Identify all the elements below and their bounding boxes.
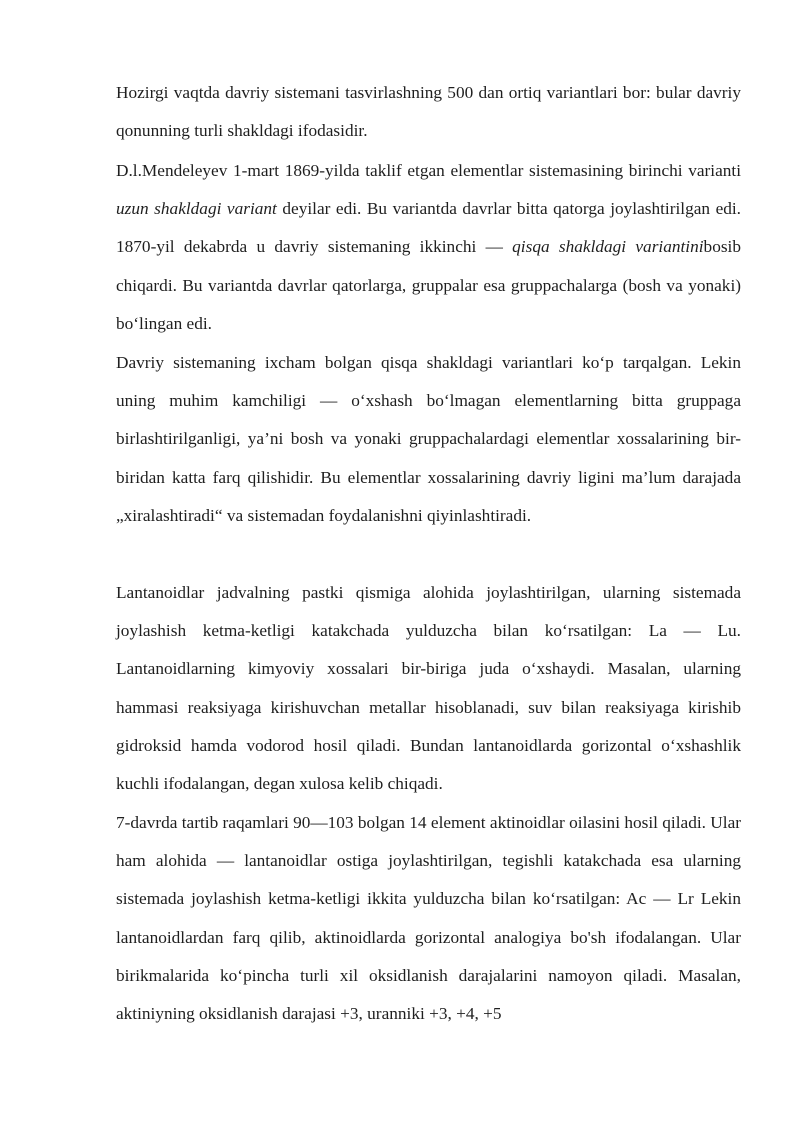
paragraph-5: 7-davrda tartib raqamlari 90—103 bolgan 14 element aktinoidlar oilasini hosil qiladi. Ular ham alohida — lantanoidlar ostiga joylashtirilgan, tegishli katakchada esa ularning sistemada joylashish ketma-ketligi ikkita yulduzcha bilan ko‘rsatilgan: Ac — Lr Lekin lantanoidlardan farq qilib, aktinoidlarda gorizontal analogiya bo'sh ifodalangan. Ular birikmalarida ko‘pincha turli xil oksidlanish darajalarini namoyon qiladi. Masalan, aktiniyning oksidlanish darajasi +3, uranniki +3, +4, +5 <box>116 813 741 1024</box>
paragraph-2-text-a: D.l.Mendeleyev 1-mart 1869-yilda taklif etgan elementlar sistemasining birinchi varianti <box>116 161 741 180</box>
paragraph-4: Lantanoidlar jadvalning pastki qismiga alohida joylashtirilgan, ularning sistemada joylashish ketma-ketligi katakchada yulduzcha bilan ko‘rsatilgan: La — Lu. Lantanoidlarning kimyoviy xossalari bir-biriga juda o‘xshaydi. Masalan, ularning hammasi reaksiyaga kirishuvchan metallar hisoblanadi, suv bilan reaksiyaga kirishib gidroksid hamda vodorod hosil qiladi. Bundan lantanoidlarda gorizontal o‘xshashlik kuchli ifodalangan, degan xulosa kelib chiqadi. <box>116 583 741 794</box>
paragraph-2-italic-a: uzun shakldagi variant <box>116 199 277 219</box>
paragraph-1: Hozirgi vaqtda davriy sistemani tasvirlashning 500 dan ortiq variantlari bor: bular davriy qonunning turli shakldagi ifodasidir. <box>116 83 741 141</box>
paragraph-3: Davriy sistemaning ixcham bolgan qisqa shakldagi variantlari ko‘p tarqalgan. Lekin uning muhim kamchiligi — o‘xshash bo‘lmagan elementlarning bitta gruppaga birlashtirilganligi, ya’ni bosh va yonaki gruppachalardagi elementlar xossalarining bir- biridan katta farq qilishidir. Bu elementlar xossalarining davriy ligini ma’lum darajada „xiralashtiradi“ va sistemadan foydalanishni qiyinlashtiradi. <box>116 353 741 525</box>
paragraph-2 <box>116 152 741 344</box>
paragraph-2-text-c: bosib chiqardi. Bu variantda davrlar qatorlarga, gruppalar esa gruppachalarga (bosh va yonaki) bo‘lingan edi. <box>116 237 741 333</box>
paragraph-2-text-b: deyilar edi. Bu variantda davrlar bitta qatorga joylashtirilgan edi. 1870-yil dekabrda u davriy sistemaning ikkinchi — <box>116 199 741 257</box>
document-page <box>116 74 741 1033</box>
paragraph-2-italic-b: qisqa shakldagi variantini <box>512 237 704 257</box>
